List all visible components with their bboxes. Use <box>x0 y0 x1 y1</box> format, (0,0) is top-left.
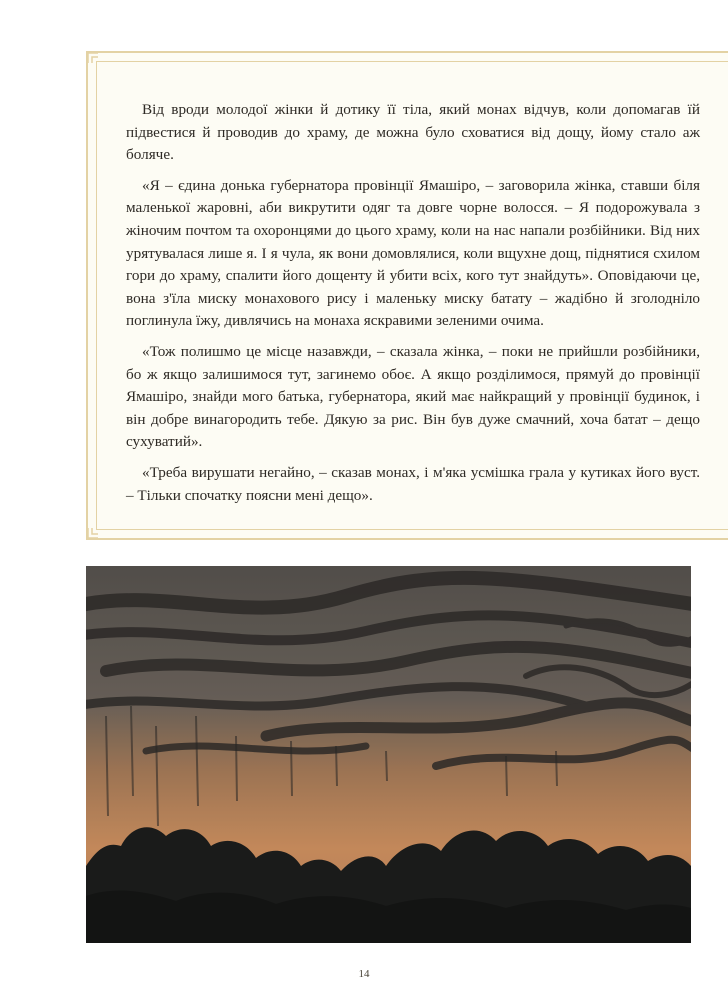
stormy-sky-illustration <box>86 566 691 943</box>
frame-corner-ornament <box>86 51 100 65</box>
frame-corner-ornament <box>86 526 100 540</box>
paragraph: «Тож полишмо це місце назавжди, – сказала жінка, – поки не прийшли розбійники, бо ж якщо залишимося тут, загинемо обоє. А якщо розділимося, прямуй до провінції Ямашіро, знайди мого батька, губернатора, який має найкращий у провінції будинок, і він добре винагородить тебе. Дякую за рис. Він був дуже смачний, хоча батат – дещо сухуватий». <box>126 342 700 451</box>
text-panel <box>86 51 728 540</box>
illustration-art <box>86 566 691 943</box>
texture-overlay <box>86 566 691 943</box>
paragraph: «Треба вирушати негайно, – сказав монах, і м'яка усмішка грала у кутиках його вуст. – Тільки спочатку поясни мені дещо». <box>126 463 700 504</box>
story-text <box>126 99 700 515</box>
page-number: 14 <box>358 968 370 980</box>
paragraph: «Я – єдина донька губернатора провінції Ямашіро, – заговорила жінка, ставши біля маленької жаровні, аби викрутити одяг та довге чорне волосся. – Я подорожувала з жіночим почтом та охоронцями до цього храму, коли на нас напали розбійники. Від них урятувалася лише я. І я чула, як вони домовлялися, коли вщухне дощ, піднятися схилом гори до храму, спалити його дощенту й убити всіх, кого тут знайдуть». Оповідаючи це, вона з'їла миску монахового рису і маленьку миску батату – жадібно й зголодніло поглинула їжу, дивлячись на монаха яскравими зеленими очима. <box>126 176 700 330</box>
paragraph: Від вроди молодої жінки й дотику її тіла, який монах відчув, коли допомагав їй підвестися й проводив до храму, де можна було сховатися від дощу, йому стало аж боляче. <box>126 101 700 164</box>
